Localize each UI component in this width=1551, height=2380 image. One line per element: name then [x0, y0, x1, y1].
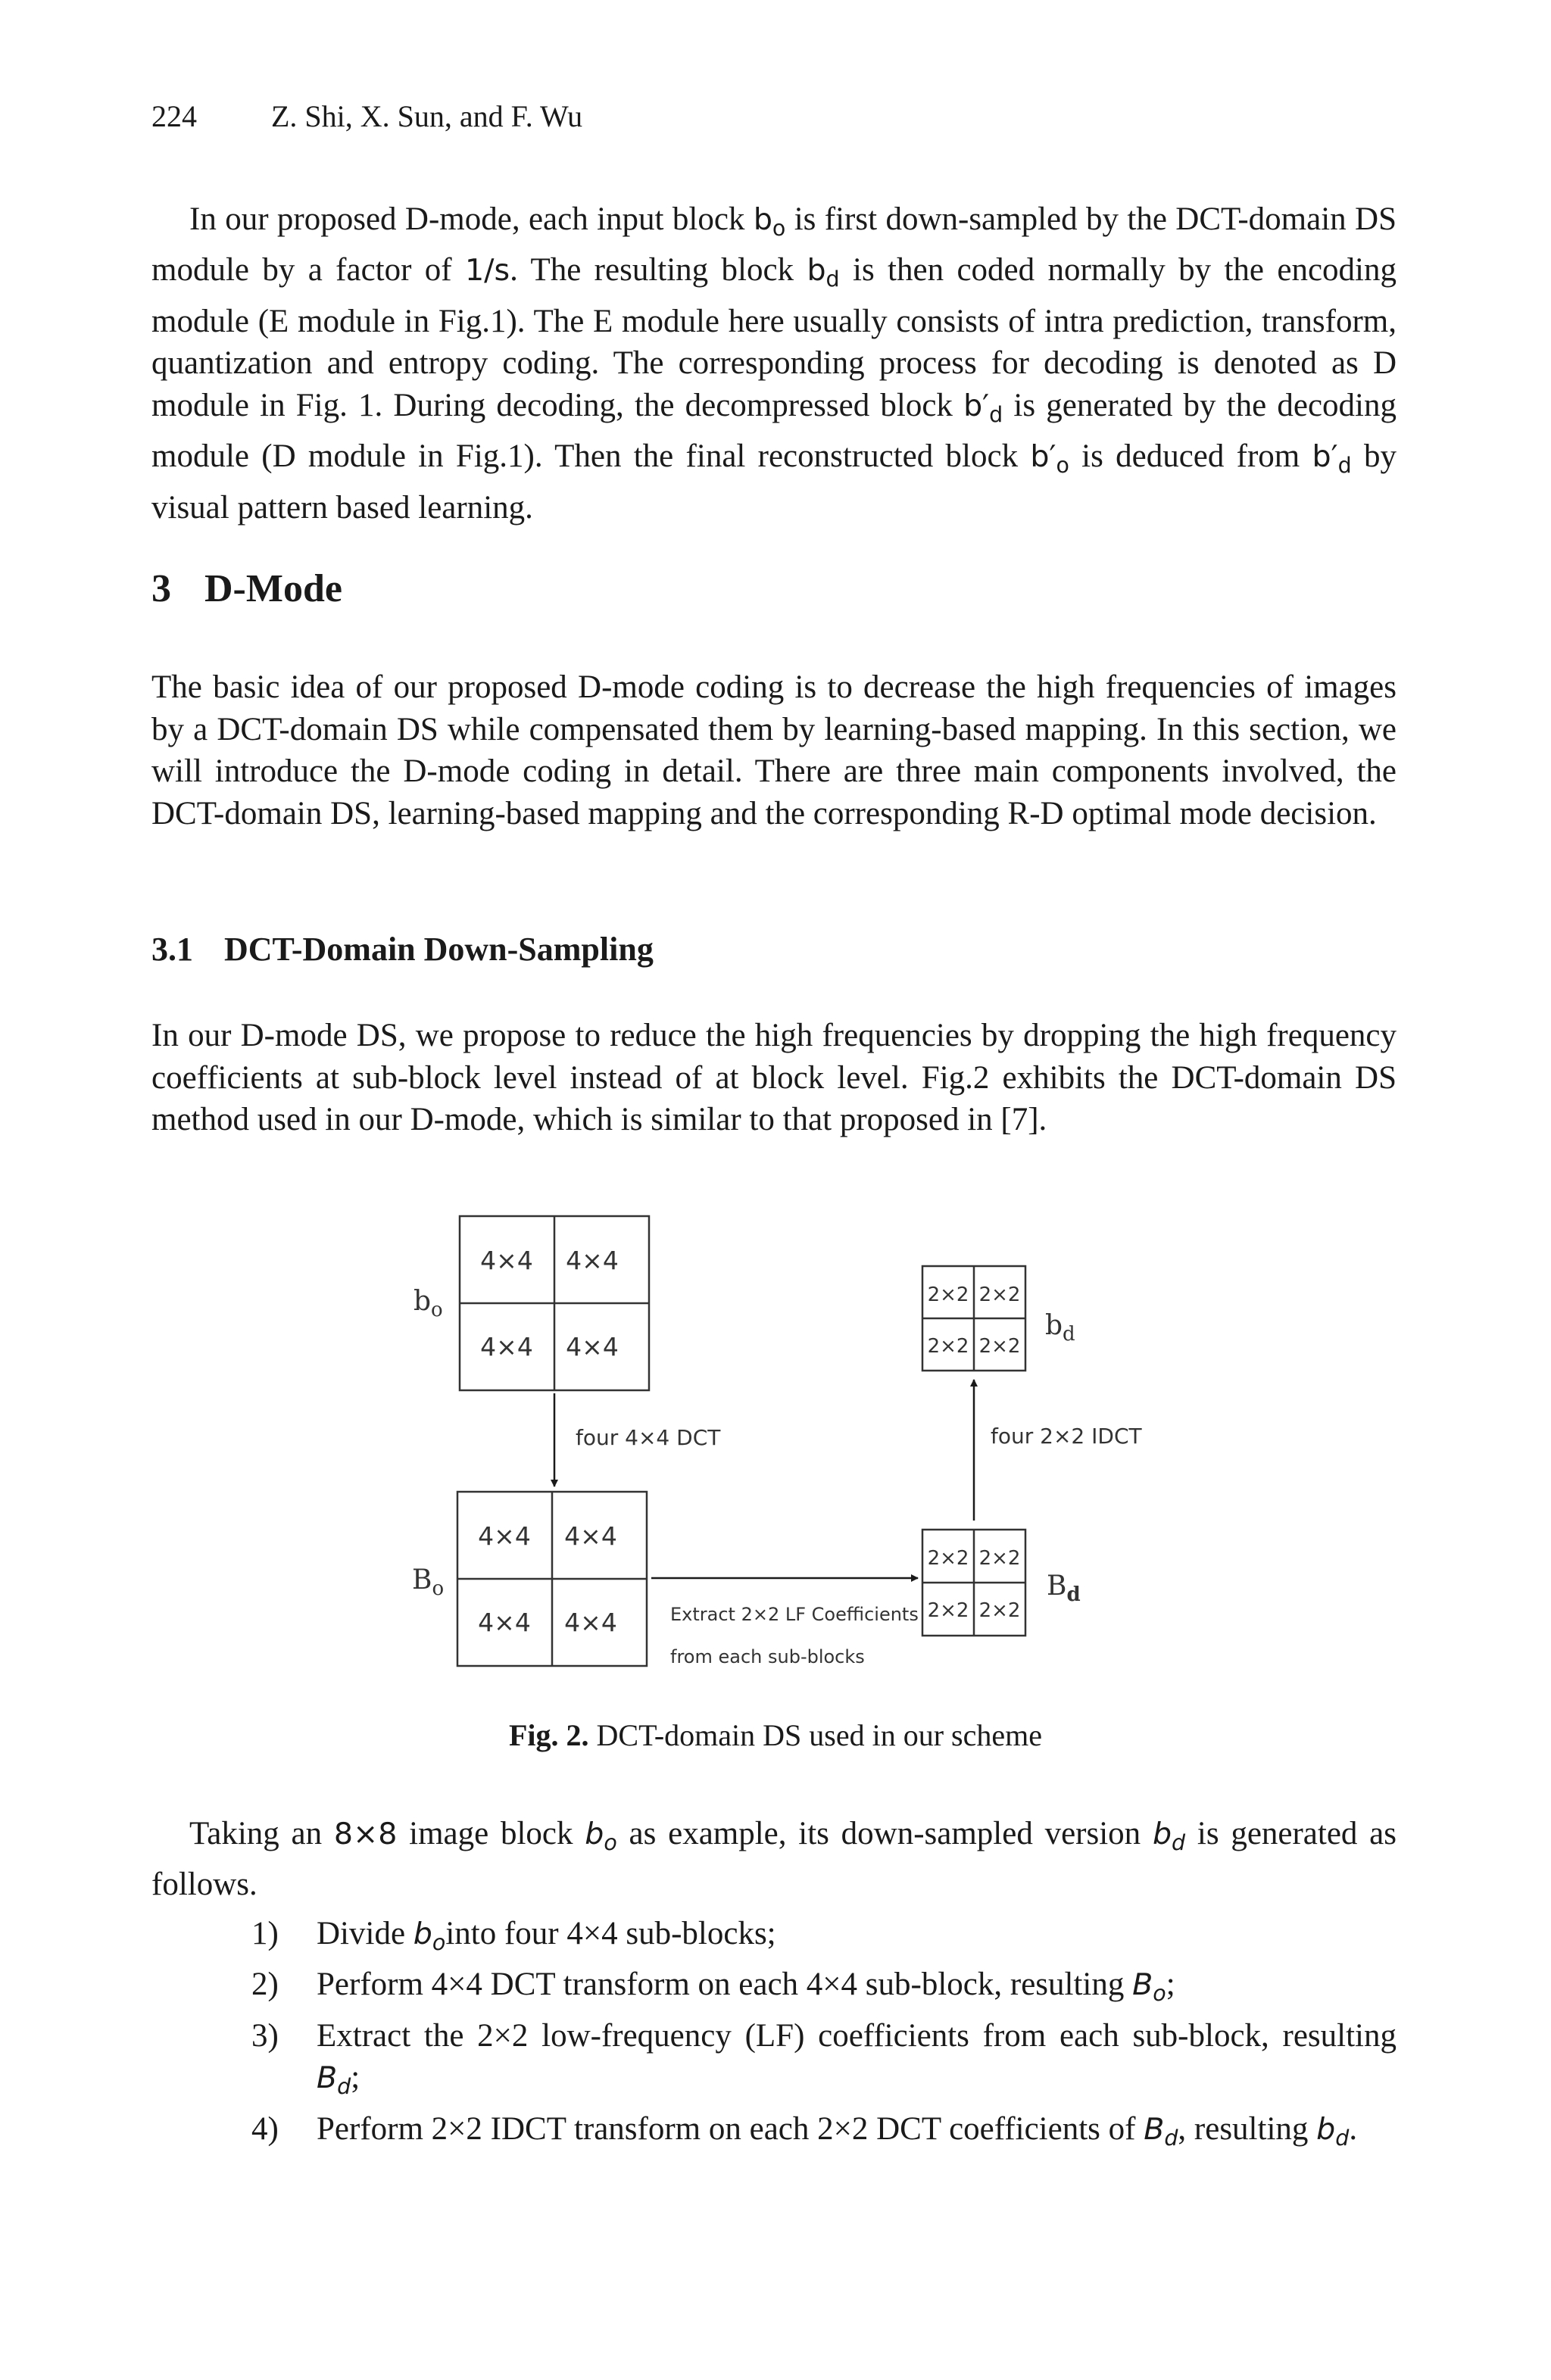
list-item: 1) Divide $b_ointo$ four 4×4 sub-blocks;	[251, 1916, 776, 1955]
dct-label: four 4×4 DCT	[576, 1425, 721, 1450]
running-header	[151, 98, 582, 134]
intro-text-1: In our proposed D-mode, each input block	[189, 201, 754, 237]
block-B-o	[457, 1492, 647, 1666]
intro-text-3: . The resulting block	[510, 252, 807, 289]
cell-label: 4×4	[478, 1608, 531, 1637]
cell-label: 2×2	[978, 1284, 1021, 1306]
intro-text-5: is generated by the decoding module (D module in Fig.1). Then the final reconstructed block	[151, 387, 1397, 475]
subsection-heading	[151, 930, 654, 969]
intro-paragraph	[151, 198, 1397, 529]
section-heading	[151, 566, 342, 611]
section-paragraph	[151, 666, 1397, 834]
cell-label: 2×2	[927, 1599, 969, 1622]
cell-label: 4×4	[566, 1332, 619, 1362]
cell-label: 2×2	[978, 1547, 1021, 1570]
cell-label: 2×2	[927, 1335, 969, 1358]
figure-caption	[0, 1717, 1551, 1753]
intro-text-2: is first down-sampled by the DCT-domain DS module by a factor of	[151, 201, 1397, 289]
math-b-o-italic: $b_o$	[585, 1817, 617, 1855]
intro-text-4: is then coded normally by the encoding module (E module in Fig.1). The E module here usually consists of intra prediction, transform, quantization and entropy coding. The corresponding process for decoding is denoted as D module in Fig. 1. During decoding, the decompressed block	[151, 252, 1397, 423]
math-b-d: $b_d$	[807, 253, 840, 292]
math-bprime-d: $b'_d$	[963, 388, 1003, 427]
label-b-d: $b_d$	[1045, 1310, 1075, 1346]
list-item: 4) Perform 2×2 IDCT transform on each 2×2 DCT coefficients of $B_d$, resulting $b_d$.	[251, 2110, 1358, 2151]
subsection-number: 3.1	[151, 931, 193, 968]
example-paragraph: Taking an 8×8 image block $b_o$ as example, its down-sampled version $b_d$ is generated as follows.	[151, 1816, 1397, 1903]
intro-text-7: by visual pattern based learning.	[151, 438, 1397, 526]
subsection-paragraph	[151, 1015, 1397, 1141]
math-factor: 1/s	[465, 253, 510, 289]
math-b-o: $b_o$	[753, 202, 786, 241]
cell-label: 2×2	[978, 1599, 1021, 1622]
math-bprime-o: $b'_o$	[1030, 439, 1069, 479]
cell-label: 4×4	[478, 1521, 531, 1551]
list-item: 2) Perform 4×4 DCT transform on each 4×4 sub-block, resulting $B_o$;	[251, 1967, 1175, 2007]
block-b-o	[460, 1216, 649, 1390]
label-B-o: $B_o$	[412, 1564, 445, 1600]
math-size: 8×8	[333, 1817, 398, 1851]
label-b-o: $b_o$	[413, 1286, 443, 1321]
page-number: 224	[151, 99, 197, 133]
cell-label: 4×4	[566, 1246, 619, 1275]
extract-label-line1: Extract 2×2 LF Coefficients	[670, 1604, 919, 1625]
cell-label: 2×2	[927, 1284, 969, 1306]
caption-text: DCT-domain DS used in our scheme	[588, 1718, 1042, 1752]
caption-label: Fig. 2.	[508, 1718, 589, 1752]
subsection-paragraph-text: In our D-mode DS, we propose to reduce the high frequencies by dropping the high frequency coefficients at sub-block level instead of at block level. Fig.2 exhibits the DCT-domain DS method used in our D-mode, which is similar to that proposed in [7].	[151, 1018, 1397, 1137]
section-number: 3	[151, 567, 171, 610]
cell-label: 4×4	[564, 1521, 617, 1551]
steps-list	[151, 1913, 1397, 2159]
cell-label: 2×2	[927, 1547, 969, 1570]
block-b-d	[922, 1266, 1025, 1371]
idct-label: four 2×2 IDCT	[991, 1424, 1142, 1449]
section-title: D-Mode	[204, 567, 342, 610]
cell-label: 4×4	[480, 1246, 533, 1275]
cell-label: 4×4	[480, 1332, 533, 1362]
subsection-title: DCT-Domain Down-Sampling	[224, 931, 654, 968]
cell-label: 2×2	[978, 1335, 1021, 1358]
math-bprime-d-2: $b'_d$	[1312, 439, 1352, 479]
intro-text-6: is deduced from	[1069, 438, 1312, 475]
authors: Z. Shi, X. Sun, and F. Wu	[271, 99, 583, 133]
math-b-d-italic: $b_d$	[1152, 1817, 1186, 1855]
section-paragraph-text: The basic idea of our proposed D-mode coding is to decrease the high frequencies of images by a DCT-domain DS while compensated them by learning-based mapping. In this section, we will introduce the D-mode coding in detail. There are three main components involved, the DCT-domain DS, learning-based mapping and the corresponding R-D optimal mode decision.	[151, 669, 1397, 831]
list-item: 3) Extract the 2×2 low-frequency (LF) coefficients from each sub-block, resulting $B_d$;	[251, 2017, 1397, 2100]
cell-label: 4×4	[564, 1608, 617, 1637]
block-B-d	[922, 1530, 1025, 1636]
label-B-d: $B_d$	[1047, 1571, 1081, 1606]
extract-label-line2: from each sub-blocks	[670, 1646, 865, 1667]
